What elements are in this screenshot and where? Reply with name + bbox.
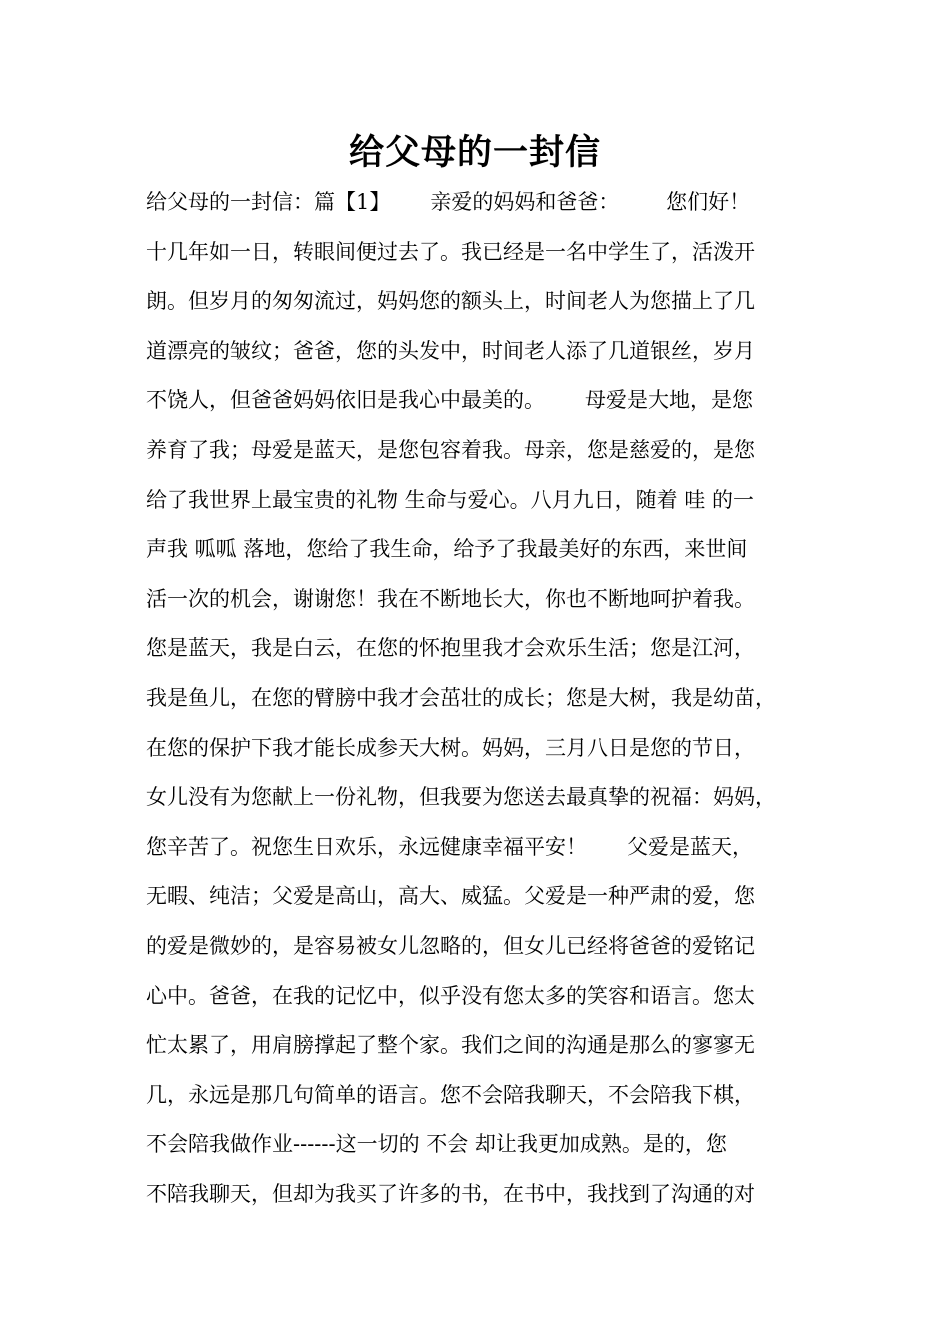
text-line: 我是鱼儿，在您的臂膀中我才会茁壮的成长；您是大树，我是幼苗， <box>146 685 776 710</box>
text-line: 心中。爸爸，在我的记忆中，似乎没有您太多的笑容和语言。您太 <box>146 983 755 1008</box>
text-line: 在您的保护下我才能长成参天大树。妈妈，三月八日是您的节日， <box>146 735 755 760</box>
text-line: 朗。但岁月的匆匆流过，妈妈您的额头上，时间老人为您描上了几 <box>146 289 755 314</box>
text-line: 不陪我聊天，但却为我买了许多的书，在书中，我找到了沟通的对 <box>146 1181 755 1206</box>
text-line: 养育了我；母爱是蓝天，是您包容着我。母亲，您是慈爱的，是您 <box>146 437 755 462</box>
text-line: 忙太累了，用肩膀撑起了整个家。我们之间的沟通是那么的寥寥无 <box>146 1033 755 1058</box>
text-line: 不饶人，但爸爸妈妈依旧是我心中最美的。 母爱是大地，是您 <box>146 388 754 413</box>
letter-body <box>146 178 826 1219</box>
text-line: 无暇、纯洁；父爱是高山，高大、威猛。父爱是一种严肃的爱，您 <box>146 884 755 909</box>
text-line: 道漂亮的皱纹；爸爸，您的头发中，时间老人添了几道银丝，岁月 <box>146 338 755 363</box>
text-line: 给父母的一封信：篇【1】 亲爱的妈妈和爸爸： 您们好！ <box>146 190 751 214</box>
text-line: 您辛苦了。祝您生日欢乐，永远健康幸福平安！ 父爱是蓝天， <box>146 834 754 859</box>
text-line: 女儿没有为您献上一份礼物，但我要为您送去最真挚的祝福：妈妈， <box>146 785 776 810</box>
text-line: 十几年如一日，转眼间便过去了。我已经是一名中学生了，活泼开 <box>146 239 755 264</box>
text-line: 给了我世界上最宝贵的礼物 生命与爱心。八月九日，随着 哇 的一 <box>146 487 755 512</box>
text-line: 的爱是微妙的，是容易被女儿忽略的，但女儿已经将爸爸的爱铭记 <box>146 933 755 958</box>
text-line: 声我 呱呱 落地，您给了我生命，给予了我最美好的东西，来世间 <box>146 537 748 562</box>
text-line: 活一次的机会，谢谢您！我在不断地长大，你也不断地呵护着我。 <box>146 586 755 611</box>
text-line: 不会陪我做作业------这一切的 不会 却让我更加成熟。是的，您 <box>146 1132 727 1157</box>
text-line: 几，永远是那几句简单的语言。您不会陪我聊天，不会陪我下棋， <box>146 1082 755 1107</box>
document-title: 给父母的一封信 <box>348 132 601 173</box>
text-line: 您是蓝天，我是白云，在您的怀抱里我才会欢乐生活；您是江河， <box>146 636 755 661</box>
